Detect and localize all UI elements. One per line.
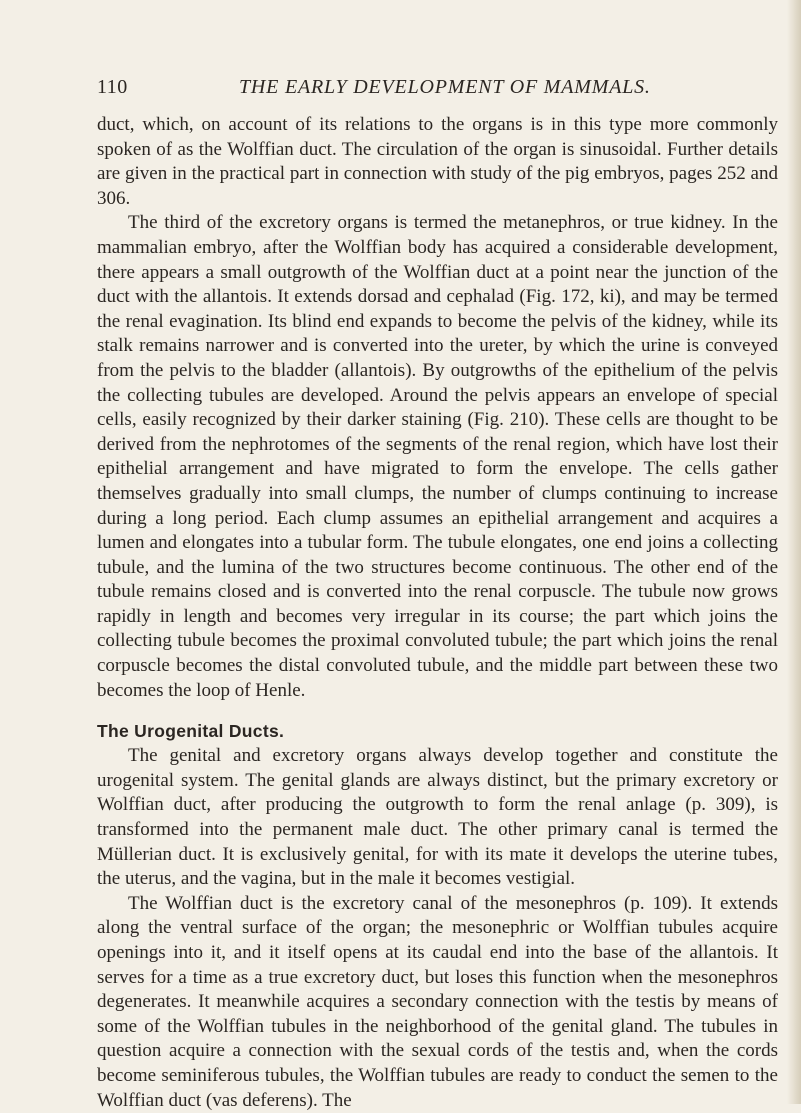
paragraph-metanephros: The third of the excretory organs is termed the metanephros, or true kidney. In the mammalian embryo, after the Wolffian body has acquired a considerable development, there appears a small outgrowth of the Wolffian duct at a point near the junction of the duct with the allantois. It extends dorsad and cephalad (Fig. 172, ki), and may be termed the renal evagination. Its blind end expands to become the pelvis of the kidney, while its stalk remains narrower and is converted into the ureter, by which the urine is conveyed from the pelvis to the bladder (allantois). By outgrowths of the epithelium of the pelvis the collecting tubules are developed. Around the pelvis appears an envelope of special cells, easily recognized by their darker staining (Fig. 210). These cells are thought to be derived from the nephrotomes of the segments of the renal region, which have lost their epithelial arrangement and have migrated to form the envelope. The cells gather themselves gradually into small clumps, the number of clumps continuing to increase during a long period. Each clump assumes an epithelial arrangement and acquires a lumen and elongates into a tubular form. The tubule elongates, one end joins a collecting tubule, and the lumina of the two structures become continuous. The other end of the tubule remains closed and is converted into the renal corpuscle. The tubule now grows rapidly in length and becomes very irregular in its course; the part which joins the collecting tubule becomes the proximal convoluted tubule; the part which joins the renal corpuscle becomes the distal convoluted tubule, and the middle part between these two becomes the loop of Henle. (97, 212, 778, 701)
paragraph-urogenital-system: The genital and excretory organs always develop together and constitute the urogenital system. The genital glands are always distinct, but the primary excretory or Wolffian duct, after producing the outgrowth to form the renal anlage (p. 309), is transformed into the permanent male duct. The other primary canal is termed the Müllerian duct. It is exclusively genital, for with its mate it develops the uterine tubes, the uterus, and the vagina, but in the male it becomes vestigial. (97, 745, 778, 890)
section-heading: The Urogenital Ducts. (97, 721, 285, 742)
paragraph-wolffian-duct: The Wolffian duct is the excretory canal of the mesonephros (p. 109). It extends along the ventral surface of the organ; the mesonephric or Wolffian tubules acquire openings into it, and it itself opens at its caudal end into the base of the allantois. It serves for a time as a true excretory duct, but loses this function when the mesonephros degenerates. It meanwhile acquires a secondary connection with the testis by means of some of the Wolffian tubules in the neighborhood of the genital gland. The tubules in question acquire a connection with the sexual cords of the testis and, when the cords become seminiferous tubules, the Wolffian tubules are ready to conduct the semen to the Wolffian duct (vas deferens). The (97, 892, 778, 1111)
paragraph-continued: duct, which, on account of its relations to the organs is in this type more commonly spoken of as the Wolffian duct. The circulation of the organ is sinusoidal. Further details are given in the practical part in connection with study of the pig embryos, pages 252 and 306. (97, 114, 778, 209)
page-edge-shadow (787, 0, 801, 1104)
page-number: 110 (97, 76, 128, 98)
body-text (97, 113, 778, 1113)
page-header (97, 76, 697, 106)
running-head: THE EARLY DEVELOPMENT OF MAMMALS. (239, 76, 651, 98)
